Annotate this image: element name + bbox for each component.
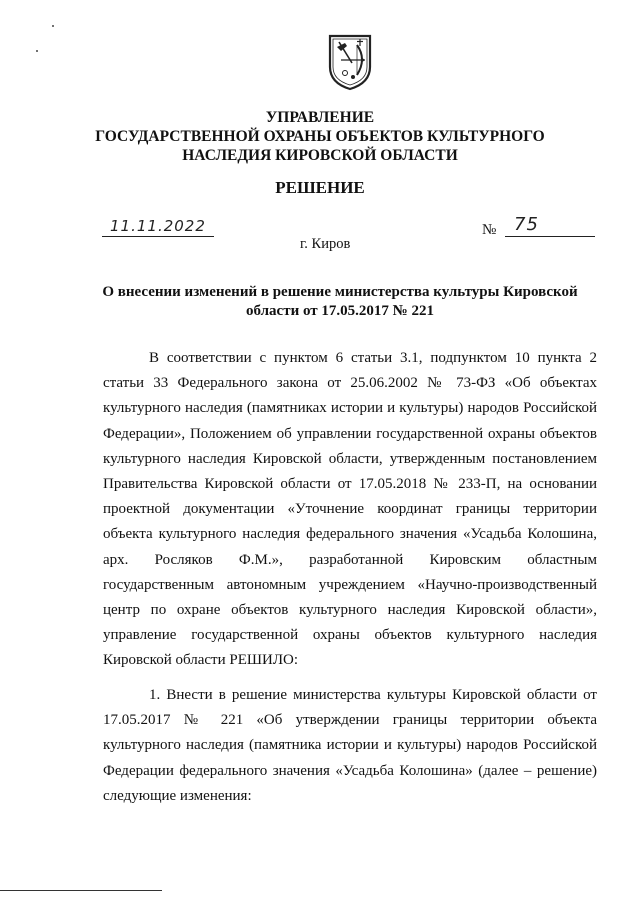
subject-line2: области от 17.05.2017 № 221 xyxy=(246,303,434,319)
scan-speck xyxy=(52,25,54,27)
org-name-line1: УПРАВЛЕНИЕ xyxy=(265,109,375,126)
subject-line1: О внесении изменений в решение министерства культуры Кировской xyxy=(102,284,578,300)
decision-date: 11.11.2022 xyxy=(110,217,206,235)
number-underline xyxy=(505,236,595,237)
date-underline xyxy=(102,236,214,237)
body-paragraph-2 xyxy=(103,683,597,809)
document-type-title: РЕШЕНИЕ xyxy=(275,178,365,197)
org-name-line3: НАСЛЕДИЯ КИРОВСКОЙ ОБЛАСТИ xyxy=(182,147,458,164)
number-sign: № xyxy=(482,222,497,238)
scan-speck xyxy=(36,50,38,52)
paragraph-text: 1. Внести в решение министерства культуры Кировской области от 17.05.2017 № 221 «Об утверждении границы территории объекта культурного наследия (памятника истории и культуры) народов Российской Федерации федерального значения «Усадьба Колошина» (далее – решение) следующие изменения: xyxy=(103,687,597,804)
coat-of-arms-icon xyxy=(327,33,373,91)
footnote-separator xyxy=(0,890,162,891)
decision-subject xyxy=(90,283,590,321)
decision-number: 75 xyxy=(514,214,539,235)
city-name: г. Киров xyxy=(300,236,351,252)
org-name-line2: ГОСУДАРСТВЕННОЙ ОХРАНЫ ОБЪЕКТОВ КУЛЬТУРНОГО xyxy=(95,128,545,145)
body-paragraph-1 xyxy=(103,346,597,674)
paragraph-text: В соответствии с пунктом 6 статьи 3.1, подпунктом 10 пункта 2 статьи 33 Федерального закона от 25.06.2002 № 73-ФЗ «Об объектах культурного наследия (памятниках истории и культуры) народов Российской Федерации», Положением об управлении государственной охраны объектов культурного наследия Кировской области, утвержденным постановлением Правительства Кировской области от 17.05.2018 № 233-П, на основании проектной документации «Уточнение координат границы территории объекта культурного наследия федерального значения «Усадьба Колошина, арх. Росляков Ф.М.», разработанной Кировским областным государственным автономным учреждением «Научно-производственный центр по охране объектов культурного наследия Кировской области», управление государственной охраны объектов культурного наследия Кировской области РЕШИЛО: xyxy=(103,350,597,669)
